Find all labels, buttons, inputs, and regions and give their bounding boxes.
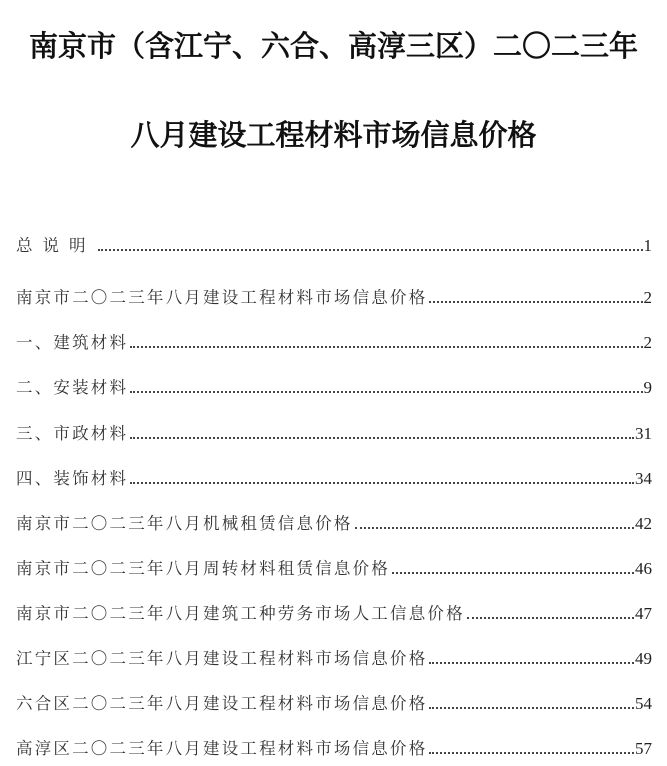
toc-leader-dots — [429, 658, 634, 664]
toc-leader-dots — [130, 342, 642, 348]
toc-entry-general-notes[interactable] — [16, 226, 652, 256]
toc-entry-luhe-materials[interactable] — [16, 684, 652, 714]
toc-leader-dots — [392, 568, 634, 574]
toc-leader-dots — [130, 478, 634, 484]
toc-page-number: 2 — [643, 288, 652, 307]
toc-entry-gaochun-materials[interactable] — [16, 729, 652, 759]
toc-entry-machinery-leasing[interactable] — [16, 504, 652, 534]
document-title-line-1: 南京市（含江宁、六合、高淳三区）二〇二三年 — [28, 29, 638, 63]
toc-page-number: 42 — [635, 514, 652, 533]
toc-entry-labor-prices[interactable] — [16, 594, 652, 624]
toc-entry-label: 二、安装材料 — [16, 378, 129, 397]
toc-entry-label: 江宁区二〇二三年八月建设工程材料市场信息价格 — [16, 649, 428, 668]
toc-leader-dots — [130, 387, 642, 393]
toc-entry-jiangning-materials[interactable] — [16, 639, 652, 669]
document-title-line-2: 八月建设工程材料市场信息价格 — [130, 118, 537, 152]
toc-entry-label: 六合区二〇二三年八月建设工程材料市场信息价格 — [16, 694, 428, 713]
toc-page-number: 49 — [635, 649, 652, 668]
toc-entry-turnover-materials-leasing[interactable] — [16, 549, 652, 579]
toc-leader-dots — [130, 433, 634, 439]
toc-leader-dots — [98, 245, 643, 251]
toc-entry-label: 四、装饰材料 — [16, 469, 129, 488]
toc-entry-installation-materials[interactable] — [16, 368, 652, 398]
toc-page-number: 9 — [643, 378, 652, 397]
toc-leader-dots — [355, 523, 634, 529]
toc-page-number: 57 — [635, 739, 652, 758]
toc-leader-dots — [467, 613, 634, 619]
toc-leader-dots — [429, 297, 642, 303]
toc-entry-nanjing-materials[interactable] — [16, 278, 652, 308]
toc-entry-label: 南京市二〇二三年八月建设工程材料市场信息价格 — [16, 288, 428, 307]
toc-page-number: 2 — [643, 333, 652, 352]
toc-page-number: 31 — [635, 424, 652, 443]
toc-entry-municipal-materials[interactable] — [16, 414, 652, 444]
toc-entry-label: 南京市二〇二三年八月建筑工种劳务市场人工信息价格 — [16, 604, 465, 623]
toc-page-number: 47 — [635, 604, 652, 623]
toc-entry-label: 南京市二〇二三年八月机械租赁信息价格 — [16, 514, 353, 533]
toc-page-number: 1 — [643, 236, 652, 255]
toc-entry-building-materials[interactable] — [16, 323, 652, 353]
toc-page-number: 46 — [635, 559, 652, 578]
toc-entry-decoration-materials[interactable] — [16, 459, 652, 489]
toc-entry-label: 高淳区二〇二三年八月建设工程材料市场信息价格 — [16, 739, 428, 758]
toc-leader-dots — [429, 703, 634, 709]
toc-entry-label: 南京市二〇二三年八月周转材料租赁信息价格 — [16, 559, 390, 578]
toc-leader-dots — [429, 748, 634, 754]
toc-entry-label: 一、建筑材料 — [16, 333, 129, 352]
toc-entry-label: 三、市政材料 — [16, 424, 129, 443]
toc-page-number: 34 — [635, 469, 652, 488]
toc-page-number: 54 — [635, 694, 652, 713]
toc-entry-label: 总说明 — [16, 236, 96, 255]
